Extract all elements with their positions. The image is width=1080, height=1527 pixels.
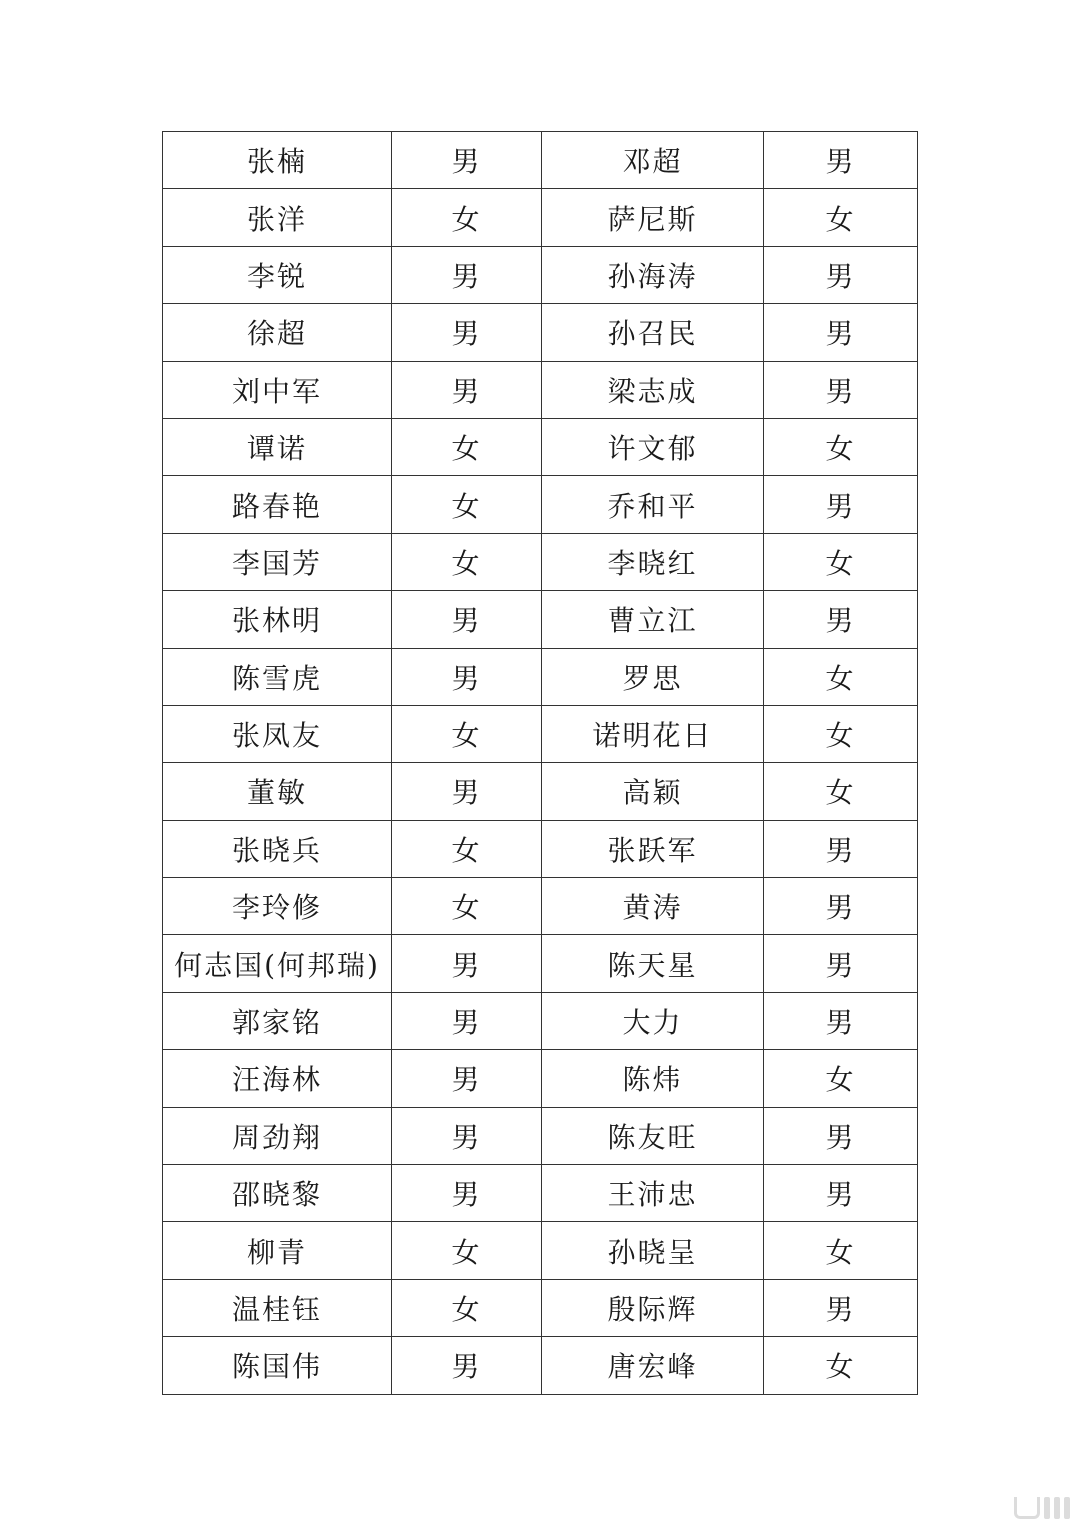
gender-right-cell: 男	[764, 132, 918, 189]
gender-right-cell: 女	[764, 1222, 918, 1279]
name-right-cell: 陈友旺	[542, 1107, 764, 1164]
name-left-cell: 李玲修	[163, 878, 392, 935]
name-right-cell: 唐宏峰	[542, 1337, 764, 1394]
table-row	[163, 878, 918, 935]
gender-left-cell: 女	[392, 1279, 542, 1336]
gender-left-cell: 女	[392, 418, 542, 475]
gender-left-cell: 男	[392, 591, 542, 648]
name-right-cell: 高颖	[542, 763, 764, 820]
table-row	[163, 189, 918, 246]
table-row	[163, 246, 918, 303]
name-right-cell: 黄涛	[542, 878, 764, 935]
table-row	[163, 1279, 918, 1336]
gender-right-cell: 女	[764, 189, 918, 246]
name-left-cell: 张晓兵	[163, 820, 392, 877]
name-left-cell: 张楠	[163, 132, 392, 189]
gender-left-cell: 男	[392, 1050, 542, 1107]
watermark-bar-icon	[1054, 1497, 1060, 1519]
name-right-cell: 曹立江	[542, 591, 764, 648]
gender-left-cell: 男	[392, 935, 542, 992]
name-left-cell: 温桂钰	[163, 1279, 392, 1336]
gender-right-cell: 男	[764, 1165, 918, 1222]
name-left-cell: 谭诺	[163, 418, 392, 475]
table-row	[163, 705, 918, 762]
name-left-cell: 董敏	[163, 763, 392, 820]
table-row	[163, 763, 918, 820]
table-row	[163, 476, 918, 533]
table-row	[163, 304, 918, 361]
table-row	[163, 1337, 918, 1394]
name-left-cell: 何志国(何邦瑞)	[163, 935, 392, 992]
name-right-cell: 陈天星	[542, 935, 764, 992]
table-row	[163, 132, 918, 189]
name-left-cell: 周劲翔	[163, 1107, 392, 1164]
name-right-cell: 孙晓呈	[542, 1222, 764, 1279]
gender-left-cell: 男	[392, 1165, 542, 1222]
name-right-cell: 罗思	[542, 648, 764, 705]
name-right-cell: 许文郁	[542, 418, 764, 475]
watermark-bar-icon	[1064, 1497, 1070, 1519]
name-right-cell: 诺明花日	[542, 705, 764, 762]
roster-table-body	[163, 132, 918, 1395]
name-right-cell: 大力	[542, 992, 764, 1049]
table-row	[163, 1165, 918, 1222]
table-row	[163, 533, 918, 590]
table-row	[163, 648, 918, 705]
name-left-cell: 汪海林	[163, 1050, 392, 1107]
gender-right-cell: 男	[764, 935, 918, 992]
name-right-cell: 殷际辉	[542, 1279, 764, 1336]
gender-left-cell: 男	[392, 304, 542, 361]
name-left-cell: 徐超	[163, 304, 392, 361]
gender-right-cell: 男	[764, 304, 918, 361]
gender-right-cell: 男	[764, 246, 918, 303]
name-right-cell: 邓超	[542, 132, 764, 189]
name-right-cell: 乔和平	[542, 476, 764, 533]
gender-left-cell: 女	[392, 820, 542, 877]
gender-right-cell: 男	[764, 361, 918, 418]
name-right-cell: 梁志成	[542, 361, 764, 418]
gender-left-cell: 男	[392, 992, 542, 1049]
name-left-cell: 路春艳	[163, 476, 392, 533]
gender-right-cell: 女	[764, 1050, 918, 1107]
gender-left-cell: 男	[392, 763, 542, 820]
gender-right-cell: 女	[764, 533, 918, 590]
name-left-cell: 张林明	[163, 591, 392, 648]
roster-table	[162, 131, 918, 1395]
gender-left-cell: 女	[392, 476, 542, 533]
gender-right-cell: 女	[764, 705, 918, 762]
name-right-cell: 王沛忠	[542, 1165, 764, 1222]
name-left-cell: 陈国伟	[163, 1337, 392, 1394]
gender-right-cell: 男	[764, 476, 918, 533]
name-left-cell: 陈雪虎	[163, 648, 392, 705]
gender-left-cell: 男	[392, 1107, 542, 1164]
gender-right-cell: 女	[764, 763, 918, 820]
name-left-cell: 邵晓黎	[163, 1165, 392, 1222]
gender-left-cell: 男	[392, 648, 542, 705]
name-right-cell: 孙召民	[542, 304, 764, 361]
name-right-cell: 萨尼斯	[542, 189, 764, 246]
gender-right-cell: 男	[764, 591, 918, 648]
name-left-cell: 刘中军	[163, 361, 392, 418]
gender-left-cell: 女	[392, 1222, 542, 1279]
name-left-cell: 张洋	[163, 189, 392, 246]
gender-right-cell: 女	[764, 648, 918, 705]
table-row	[163, 1222, 918, 1279]
name-left-cell: 张凤友	[163, 705, 392, 762]
table-row	[163, 1050, 918, 1107]
table-row	[163, 1107, 918, 1164]
name-left-cell: 郭家铭	[163, 992, 392, 1049]
table-row	[163, 820, 918, 877]
name-right-cell: 张跃军	[542, 820, 764, 877]
name-right-cell: 孙海涛	[542, 246, 764, 303]
watermark	[1014, 1497, 1070, 1519]
weibo-watermark-icon	[1014, 1497, 1040, 1519]
name-left-cell: 李锐	[163, 246, 392, 303]
gender-right-cell: 男	[764, 820, 918, 877]
gender-left-cell: 男	[392, 246, 542, 303]
name-right-cell: 陈炜	[542, 1050, 764, 1107]
table-row	[163, 418, 918, 475]
name-right-cell: 李晓红	[542, 533, 764, 590]
gender-right-cell: 女	[764, 1337, 918, 1394]
table-row	[163, 992, 918, 1049]
gender-right-cell: 男	[764, 992, 918, 1049]
table-row	[163, 361, 918, 418]
gender-right-cell: 男	[764, 878, 918, 935]
gender-left-cell: 女	[392, 189, 542, 246]
table-row	[163, 935, 918, 992]
name-left-cell: 柳青	[163, 1222, 392, 1279]
gender-left-cell: 女	[392, 878, 542, 935]
name-left-cell: 李国芳	[163, 533, 392, 590]
watermark-bar-icon	[1044, 1497, 1050, 1519]
gender-right-cell: 男	[764, 1107, 918, 1164]
gender-right-cell: 女	[764, 418, 918, 475]
table-row	[163, 591, 918, 648]
gender-right-cell: 男	[764, 1279, 918, 1336]
gender-left-cell: 女	[392, 705, 542, 762]
gender-left-cell: 男	[392, 361, 542, 418]
gender-left-cell: 男	[392, 132, 542, 189]
gender-left-cell: 女	[392, 533, 542, 590]
gender-left-cell: 男	[392, 1337, 542, 1394]
